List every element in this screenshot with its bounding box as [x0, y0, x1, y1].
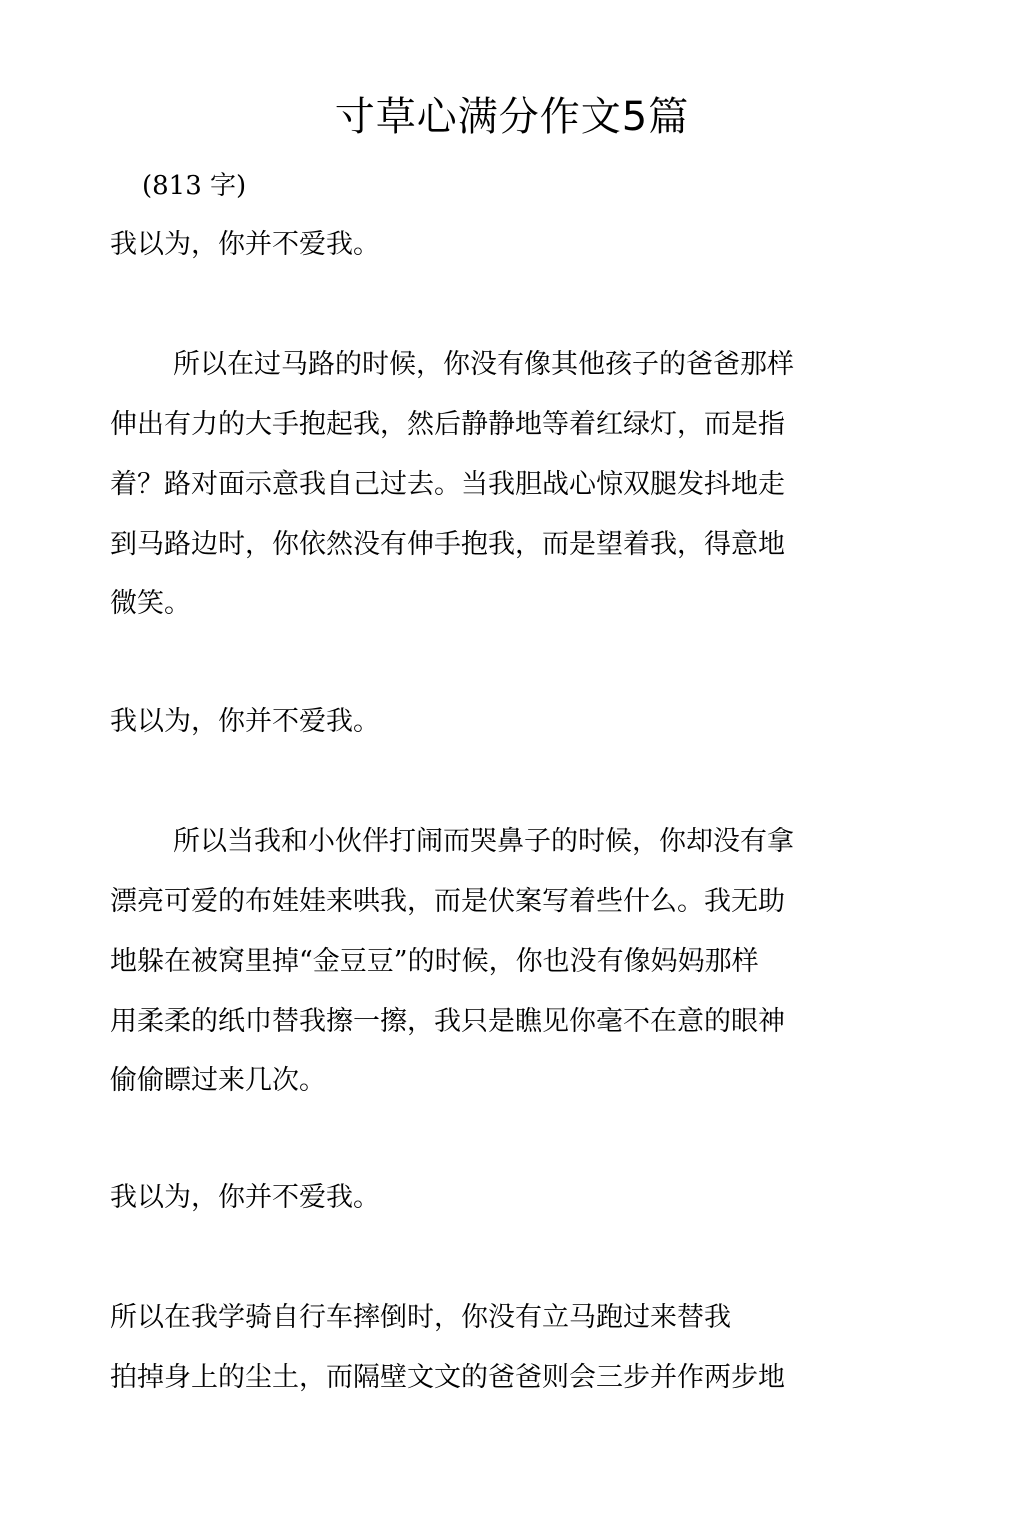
text-line: 着？路对面示意我自己过去。当我胆战心惊双腿发抖地走	[110, 469, 785, 500]
text-line: 微笑。	[110, 588, 191, 619]
text-line: 伸出有力的大手抱起我，然后静静地等着红绿灯，而是指	[110, 409, 785, 440]
text-line: 到马路边时，你依然没有伸手抱我，而是望着我，得意地	[110, 529, 785, 560]
page-title: 寸草心满分作文5篇	[334, 94, 690, 140]
text-line: 地躲在被窝里掉“金豆豆”的时候，你也没有像妈妈那样	[110, 946, 759, 977]
text-line: 用柔柔的纸巾替我擦一擦，我只是瞧见你毫不在意的眼神	[110, 1006, 785, 1037]
text-line: 我以为，你并不爱我。	[110, 229, 380, 260]
text-line: 我以为，你并不爱我。	[110, 706, 380, 737]
text-line: 偷偷瞟过来几次。	[110, 1065, 326, 1096]
text-line: 所以在过马路的时候，你没有像其他孩子的爸爸那样	[173, 349, 794, 380]
text-line: 我以为，你并不爱我。	[110, 1182, 380, 1213]
text-line: 所以当我和小伙伴打闹而哭鼻子的时候，你却没有拿	[173, 826, 794, 857]
text-line: 所以在我学骑自行车摔倒时，你没有立马跑过来替我	[110, 1302, 731, 1333]
text-line: 拍掉身上的尘土，而隔壁文文的爸爸则会三步并作两步地	[110, 1362, 785, 1393]
word-count: (813 字)	[142, 171, 247, 201]
text-line: 漂亮可爱的布娃娃来哄我，而是伏案写着些什么。我无助	[110, 886, 785, 917]
